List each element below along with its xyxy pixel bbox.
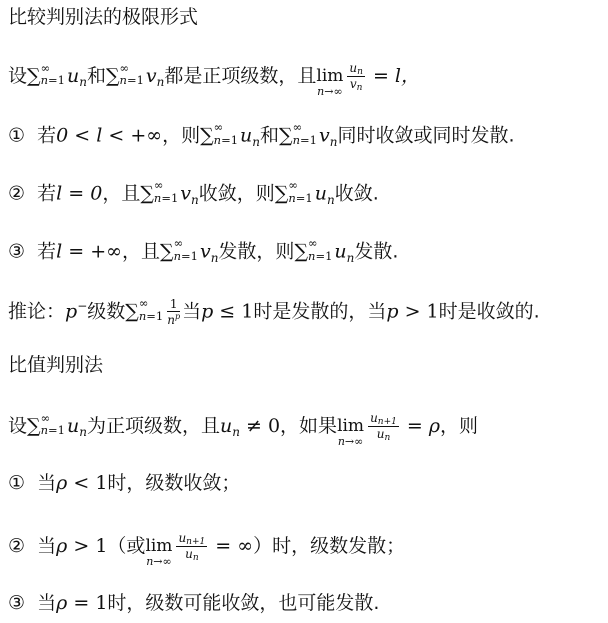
ratio-item-3: ③ 当ρ = 1时，级数可能收敛，也可能发散. [8,592,380,614]
comparison-item-1: ① 若0 < l < +∞，则∑ ∞ n=1 $u_n$和∑ ∞ n=1 $v_n$同时收敛或同时发散. [8,120,515,149]
ratio-item-2: ② 当ρ > 1（或 lim n→∞ $\frac{un+1}{un}$ = ∞）时，级数发散； [8,531,406,568]
comparison-item-2: ② 若l = 0，且∑ ∞ n=1 $v_n$收敛，则∑ ∞ n=1 $u_n$收敛. [8,178,379,207]
section-title-ratio-test: 比值判别法 [8,354,104,376]
p-series-corollary: 推论：p−级数∑ ∞ n=1 $\frac{1}{n^p}$ 当p ≤ 1时是发散的，当p > 1时是收敛的. [8,296,540,327]
section-title-comparison-limit: 比较判别法的极限形式 [8,6,199,28]
comparison-intro: 设∑ ∞ n=1 $u_n$和∑ ∞ n=1 $v_n$都是正项级数，且 lim n→∞ $\frac{un}{vn}$ = l， [8,60,421,98]
ratio-intro: 设∑ ∞ n=1 $u_n$为正项级数，且$u_n \ne 0$，如果 lim n→∞ $\frac{un+1}{un}$ = ρ，则 [8,410,479,448]
ratio-item-1: ① 当ρ < 1时，级数收敛； [8,472,241,494]
comparison-item-3: ③ 若l = +∞，且∑ ∞ n=1 $v_n$发散，则∑ ∞ n=1 $u_n$发散. [8,236,399,265]
